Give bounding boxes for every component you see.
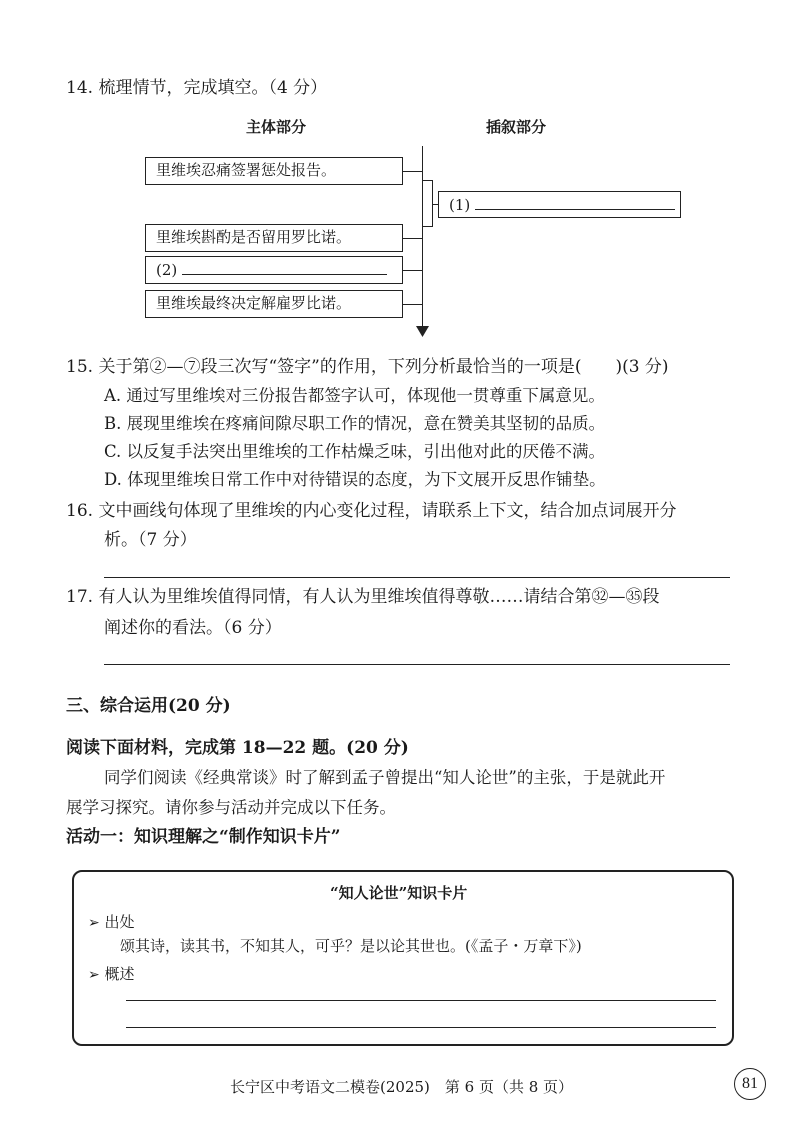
arrow-right-icon: ➢ (88, 915, 100, 931)
flashback-bracket (432, 180, 433, 226)
card-summary-label: 概述 (104, 965, 135, 983)
plot-box-3 (145, 256, 403, 284)
blank-1-label: (1) (449, 196, 471, 214)
q16-answer-line[interactable] (104, 577, 730, 578)
page-footer: 长宁区中考语文二模卷(2025) 第 6 页（共 8 页） (230, 1078, 574, 1096)
card-source-text: 颂其诗，读其书，不知其人，可乎？是以论其世也。(《孟子・万章下》) (120, 937, 582, 955)
q15-option-d[interactable]: D. 体现里维埃日常工作中对待错误的态度，为下文展开反思作铺垫。 (104, 470, 606, 489)
card-answer-line-1[interactable] (126, 1000, 716, 1001)
blank-2-line[interactable] (182, 257, 387, 275)
arrow-right-icon: ➢ (88, 967, 100, 983)
card-source-label: 出处 (104, 913, 135, 931)
main-part-header: 主体部分 (246, 118, 307, 136)
section-3-title: 三、综合运用(20 分) (66, 696, 231, 716)
q16-prompt-line-2: 析。（7 分） (104, 530, 197, 550)
connector-4 (403, 304, 423, 305)
card-source-heading (88, 910, 135, 935)
q17-prompt-line-2: 阐述你的看法。（6 分） (104, 618, 282, 638)
q14-title: 14. 梳理情节，完成填空。（4 分） (66, 78, 328, 98)
intro-line-2: 展学习探究。请你参与活动并完成以下任务。 (66, 798, 396, 817)
bracket-bottom (423, 226, 433, 227)
flashback-box (438, 191, 681, 218)
q16-prompt-line-1: 16. 文中画线句体现了里维埃的内心变化过程，请联系上下文，结合加点词展开分 (66, 501, 677, 521)
page-badge: 81 (734, 1068, 766, 1100)
plot-box-2: 里维埃斟酌是否留用罗比诺。 (145, 224, 403, 252)
connector-1 (403, 171, 423, 172)
card-summary-heading (88, 962, 135, 987)
q17-answer-line[interactable] (104, 664, 730, 665)
q15-option-c[interactable]: C. 以反复手法突出里维埃的工作枯燥乏味，引出他对此的厌倦不满。 (104, 442, 606, 461)
flashback-part-header: 插叙部分 (486, 118, 547, 136)
q15-option-b[interactable]: B. 展现里维埃在疼痛间隙尽职工作的情况，意在赞美其坚韧的品质。 (104, 414, 606, 433)
bracket-top (423, 180, 433, 181)
timeline-arrow-icon (416, 326, 429, 338)
intro-line-1: 同学们阅读《经典常谈》时了解到孟子曾提出“知人论世”的主张，于是就此开 (104, 768, 666, 787)
knowledge-card (72, 870, 734, 1046)
plot-box-4: 里维埃最终决定解雇罗比诺。 (145, 290, 403, 318)
plot-box-1: 里维埃忍痛签署惩处报告。 (145, 157, 403, 185)
q17-prompt-line-1: 17. 有人认为里维埃值得同情，有人认为里维埃值得尊敬……请结合第㉜—㉟段 (66, 587, 660, 607)
activity-1-title: 活动一：知识理解之“制作知识卡片” (66, 827, 341, 847)
connector-2 (403, 238, 423, 239)
connector-3 (403, 270, 423, 271)
blank-1-line[interactable] (475, 192, 675, 210)
blank-2-label: (2) (156, 261, 178, 279)
card-answer-line-2[interactable] (126, 1027, 716, 1028)
card-title: “知人论世”知识卡片 (330, 884, 468, 902)
section-3-instruction: 阅读下面材料，完成第 18—22 题。(20 分) (66, 738, 409, 758)
q15-title: 15. 关于第②—⑦段三次写“签字”的作用，下列分析最恰当的一项是( )(3 分) (66, 357, 669, 377)
q15-option-a[interactable]: A. 通过写里维埃对三份报告都签字认可，体现他一贯尊重下属意见。 (104, 386, 605, 405)
